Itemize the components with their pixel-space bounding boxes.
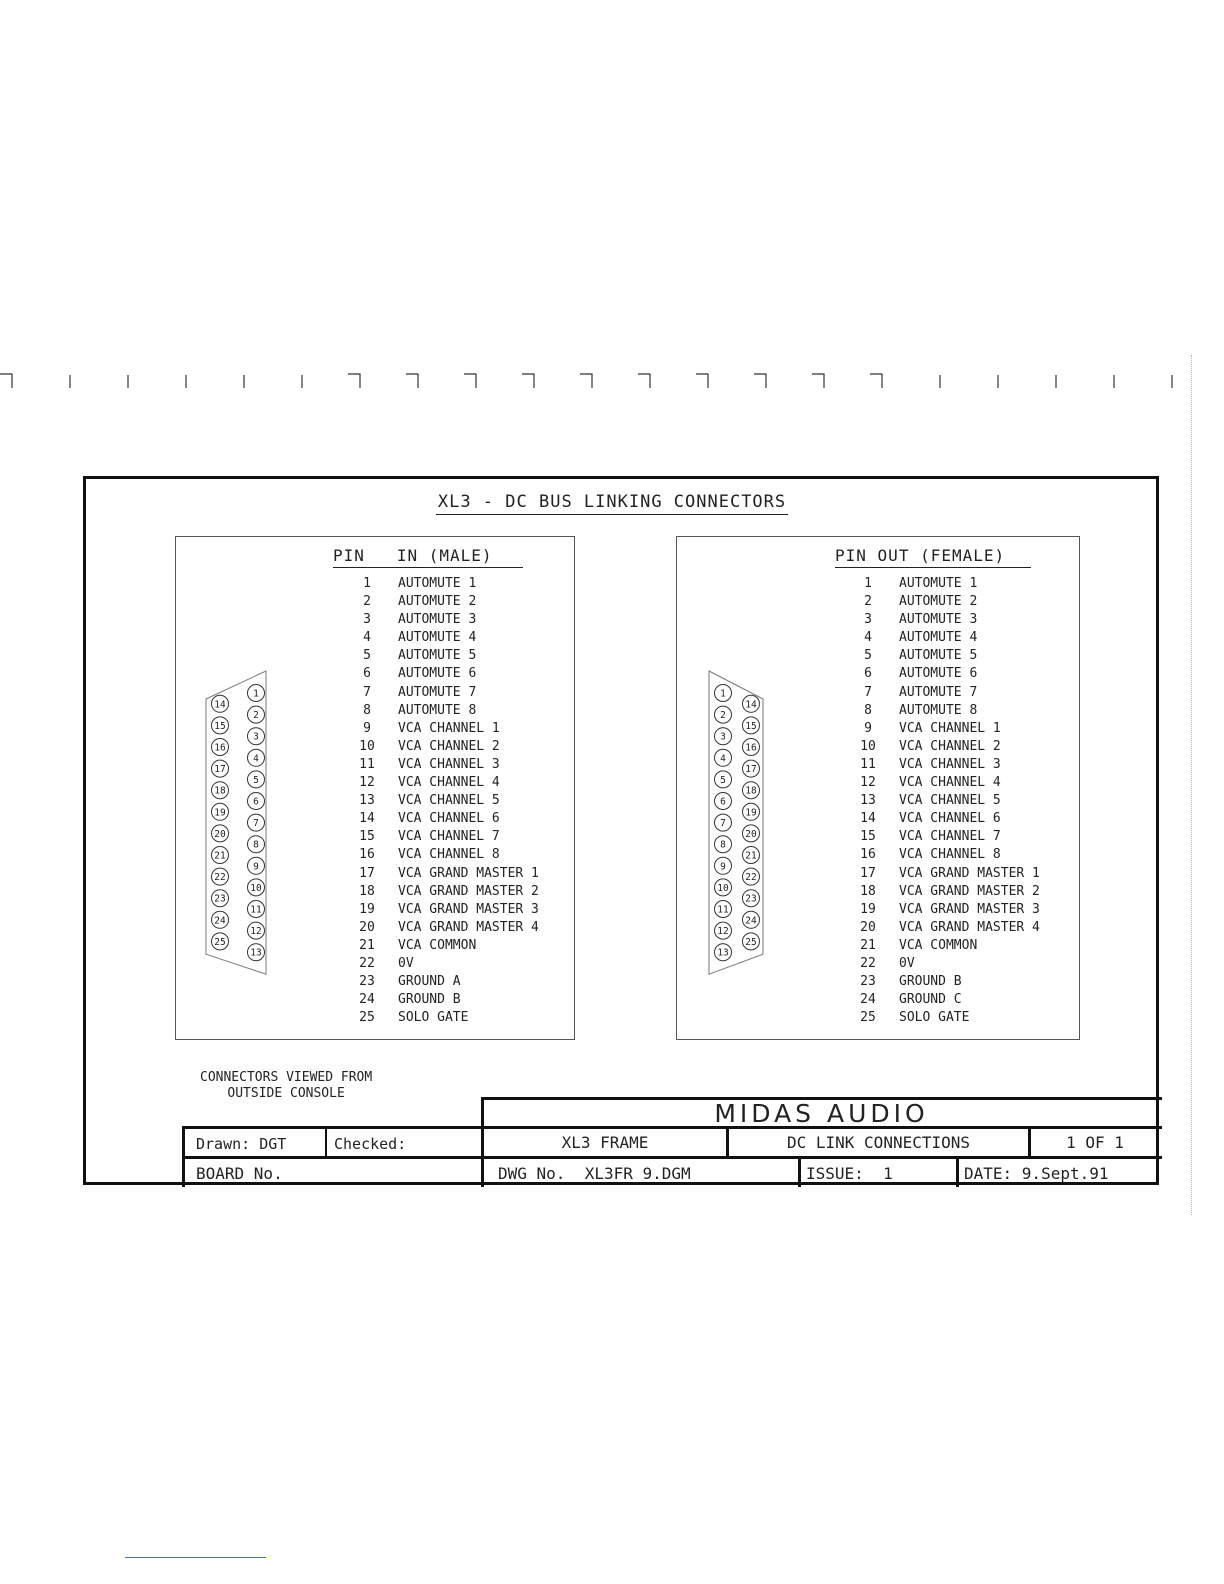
connector-pin (248, 879, 265, 896)
pin-row (336, 901, 539, 919)
connector-pin (248, 749, 265, 766)
pin-row (336, 828, 539, 846)
pin-number: 14 (359, 811, 375, 827)
connector-pin (715, 944, 732, 961)
connector-pin-label: 9 (253, 861, 259, 873)
pin-row (837, 792, 1040, 810)
pin-number: 7 (363, 684, 371, 700)
connector-pin-label: 1 (253, 688, 259, 700)
pin-number: 9 (864, 720, 872, 736)
connector-pin (212, 760, 229, 777)
pin-row (336, 919, 539, 937)
pin-signal: AUTOMUTE 4 (899, 630, 978, 646)
pin-signal: VCA CHANNEL 8 (398, 847, 500, 863)
pin-row (837, 738, 1040, 756)
pin-number: 2 (363, 594, 371, 610)
pin-number: 12 (359, 775, 375, 791)
connector-pin-label: 4 (253, 753, 259, 765)
connector-pin-label: 2 (720, 710, 726, 722)
pin-row (336, 575, 539, 593)
connector-pin (248, 944, 265, 961)
pin-row (837, 702, 1040, 720)
pin-number: 10 (359, 738, 375, 754)
pin-number: 6 (864, 666, 872, 682)
scan-tick (348, 374, 360, 388)
pin-row (336, 684, 539, 702)
pin-row (837, 828, 1040, 846)
connector-pin (715, 836, 732, 853)
note-line-2: OUTSIDE CONSOLE (227, 1086, 345, 1101)
pin-signal: GROUND B (899, 974, 962, 990)
connector-pin (248, 922, 265, 939)
pin-number: 8 (864, 702, 872, 718)
pin-number: 18 (860, 883, 876, 899)
pin-number: 16 (359, 847, 375, 863)
pin-number: 13 (860, 793, 876, 809)
pin-number: 21 (860, 937, 876, 953)
pin-row (336, 702, 539, 720)
pin-number: 19 (359, 901, 375, 917)
connector-pin-label: 12 (717, 926, 729, 938)
pin-row (336, 593, 539, 611)
connector-pin-label: 15 (745, 720, 757, 732)
pin-number: 1 (864, 576, 872, 591)
connector-pin (743, 911, 760, 928)
connector-pin (715, 857, 732, 874)
connector-pin (212, 803, 229, 820)
pin-signal: AUTOMUTE 7 (899, 684, 978, 700)
pin-row (837, 973, 1040, 991)
pin-number: 22 (860, 955, 876, 971)
connector-pin (248, 728, 265, 745)
scan-tick (870, 374, 882, 388)
pin-signal: AUTOMUTE 2 (398, 594, 477, 610)
connector-pin-label: 22 (745, 872, 757, 884)
scan-tick (0, 374, 12, 388)
connector-pin (715, 706, 732, 723)
scan-tick (754, 374, 766, 388)
pin-number: 17 (359, 865, 375, 881)
pin-row (336, 647, 539, 665)
connector-pin-label: 3 (720, 731, 726, 743)
connector-pin (743, 782, 760, 799)
scan-tick (464, 374, 476, 388)
connector-pin (743, 739, 760, 756)
scan-tick (812, 374, 824, 388)
pin-row (336, 774, 539, 792)
scan-edge-line (1191, 355, 1192, 1215)
connector-pin (212, 890, 229, 907)
pin-row (837, 883, 1040, 901)
pin-signal: AUTOMUTE 8 (398, 702, 477, 718)
scan-tick (522, 374, 534, 388)
female-pin-list (837, 575, 1040, 1027)
pin-number: 1 (363, 576, 371, 591)
connector-pin (212, 911, 229, 928)
pin-number: 12 (860, 775, 876, 791)
viewing-note (200, 1070, 372, 1102)
pin-row (837, 810, 1040, 828)
drawing-description: DC LINK CONNECTIONS (786, 1133, 971, 1152)
connector-pin (743, 868, 760, 885)
pin-signal: AUTOMUTE 2 (899, 594, 978, 610)
connector-pin (743, 825, 760, 842)
connector-pin-label: 16 (745, 742, 757, 754)
pin-signal: AUTOMUTE 7 (398, 684, 477, 700)
pin-row (336, 756, 539, 774)
connector-pin (248, 901, 265, 918)
pin-row (837, 756, 1040, 774)
pin-signal: VCA CHANNEL 2 (398, 738, 500, 754)
pin-row (336, 629, 539, 647)
pin-number: 20 (359, 919, 375, 935)
scan-tick (580, 374, 592, 388)
pin-number: 21 (359, 937, 375, 953)
pin-signal: VCA GRAND MASTER 1 (899, 865, 1040, 881)
female-connector-panel (676, 536, 1080, 1040)
pin-signal: VCA CHANNEL 7 (899, 829, 1001, 845)
pin-signal: VCA GRAND MASTER 1 (398, 865, 539, 881)
pin-row (336, 883, 539, 901)
pin-signal: VCA CHANNEL 3 (899, 756, 1001, 772)
scan-tick (638, 374, 650, 388)
connector-pin-label: 5 (253, 774, 259, 786)
connector-pin (715, 771, 732, 788)
connector-pin-label: 19 (214, 807, 226, 819)
pin-signal: VCA CHANNEL 8 (899, 847, 1001, 863)
connector-pin-label: 18 (745, 785, 757, 797)
pin-signal: GROUND A (398, 974, 461, 990)
pin-row (837, 991, 1040, 1009)
scan-tick-marks (0, 360, 1224, 400)
pin-signal: VCA CHANNEL 6 (398, 811, 500, 827)
pin-signal: AUTOMUTE 1 (899, 576, 978, 591)
connector-pin-label: 25 (745, 936, 757, 948)
sheet-number: 1 OF 1 (1066, 1133, 1124, 1152)
pin-signal: VCA CHANNEL 1 (398, 720, 500, 736)
connector-pin (715, 793, 732, 810)
pin-row (336, 720, 539, 738)
connector-pin (212, 717, 229, 734)
connector-pin (743, 847, 760, 864)
pin-row (336, 955, 539, 973)
pin-signal: AUTOMUTE 6 (899, 666, 978, 682)
pin-number: 14 (860, 811, 876, 827)
issue-number: ISSUE: 1 (806, 1164, 893, 1183)
pin-row (837, 1009, 1040, 1027)
connector-pin-label: 11 (250, 904, 262, 916)
connector-pin-label: 14 (214, 699, 226, 711)
pin-number: 19 (860, 901, 876, 917)
connector-pin (743, 717, 760, 734)
pin-row (336, 937, 539, 955)
connector-pin-label: 6 (253, 796, 259, 808)
pin-signal: VCA CHANNEL 6 (899, 811, 1001, 827)
pin-number: 8 (363, 702, 371, 718)
connector-pin-label: 24 (745, 915, 757, 927)
connector-pin (715, 879, 732, 896)
connector-pin-label: 10 (250, 882, 262, 894)
checked-by: Checked: (334, 1135, 407, 1153)
connector-pin-label: 12 (250, 926, 262, 938)
connector-pin-label: 10 (717, 882, 729, 894)
connector-pin (212, 782, 229, 799)
pin-signal: VCA CHANNEL 3 (398, 756, 500, 772)
pin-number: 7 (864, 684, 872, 700)
pin-signal: VCA CHANNEL 5 (899, 793, 1001, 809)
connector-pin-label: 6 (720, 796, 726, 808)
pin-number: 5 (363, 648, 371, 664)
connector-pin-label: 15 (214, 720, 226, 732)
connector-pin (743, 760, 760, 777)
connector-pin-label: 20 (745, 828, 757, 840)
female-header: PIN OUT (FEMALE) (835, 546, 1031, 568)
drawn-by: Drawn: DGT (196, 1135, 287, 1153)
pin-signal: GROUND C (899, 992, 962, 1008)
pin-row (336, 611, 539, 629)
pin-number: 5 (864, 648, 872, 664)
note-line-1: CONNECTORS VIEWED FROM (200, 1070, 373, 1085)
pin-number: 24 (359, 992, 375, 1008)
pin-row (336, 810, 539, 828)
connector-pin-label: 3 (253, 731, 259, 743)
connector-pin-label: 23 (214, 893, 226, 905)
connector-pin-label: 24 (214, 915, 226, 927)
pin-signal: AUTOMUTE 5 (899, 648, 978, 664)
bottom-rule (125, 1557, 266, 1558)
connector-pin-label: 7 (720, 818, 726, 830)
pin-row (837, 774, 1040, 792)
connector-pin (715, 749, 732, 766)
pin-number: 23 (359, 974, 375, 990)
connector-pin-label: 13 (250, 947, 262, 959)
pin-row (837, 919, 1040, 937)
connector-pin-label: 7 (253, 818, 259, 830)
company-name: MIDAS AUDIO (714, 1099, 929, 1128)
pin-number: 6 (363, 666, 371, 682)
connector-pin (248, 814, 265, 831)
pin-row (837, 629, 1040, 647)
pin-row (837, 720, 1040, 738)
connector-pin (715, 814, 732, 831)
pin-row (336, 665, 539, 683)
male-db25-connector (200, 667, 280, 997)
pin-signal: GROUND B (398, 992, 461, 1008)
pin-number: 17 (860, 865, 876, 881)
pin-row (837, 865, 1040, 883)
pin-signal: VCA CHANNEL 4 (899, 775, 1001, 791)
pin-signal: VCA GRAND MASTER 2 (899, 883, 1040, 899)
pin-number: 3 (864, 612, 872, 628)
connector-pin-label: 21 (214, 850, 226, 862)
pin-signal: 0V (899, 955, 915, 971)
pin-signal: AUTOMUTE 3 (899, 612, 978, 628)
pin-number: 11 (860, 756, 876, 772)
connector-pin (212, 847, 229, 864)
pin-row (837, 955, 1040, 973)
connector-pin (743, 695, 760, 712)
connector-pin-label: 23 (745, 893, 757, 905)
drawing-date: DATE: 9.Sept.91 (964, 1164, 1109, 1183)
connector-pin (248, 771, 265, 788)
pin-signal: 0V (398, 955, 414, 971)
pin-signal: AUTOMUTE 4 (398, 630, 477, 646)
pin-row (336, 991, 539, 1009)
pin-row (837, 665, 1040, 683)
pin-number: 13 (359, 793, 375, 809)
connector-pin (715, 901, 732, 918)
pin-row (837, 684, 1040, 702)
pin-signal: AUTOMUTE 1 (398, 576, 477, 591)
pin-row (837, 901, 1040, 919)
female-db25-connector (701, 667, 781, 997)
pin-number: 4 (864, 630, 872, 646)
pin-row (336, 865, 539, 883)
connector-pin-label: 13 (717, 947, 729, 959)
pin-row (336, 792, 539, 810)
pin-signal: VCA CHANNEL 4 (398, 775, 500, 791)
pin-number: 15 (860, 829, 876, 845)
pin-number: 15 (359, 829, 375, 845)
connector-pin (248, 685, 265, 702)
connector-pin (248, 706, 265, 723)
connector-pin (715, 728, 732, 745)
scan-tick (696, 374, 708, 388)
connector-pin (715, 685, 732, 702)
pin-row (336, 738, 539, 756)
connector-pin-label: 18 (214, 785, 226, 797)
pin-row (336, 846, 539, 864)
pin-signal: VCA GRAND MASTER 3 (398, 901, 539, 917)
pin-number: 22 (359, 955, 375, 971)
pin-signal: VCA GRAND MASTER 2 (398, 883, 539, 899)
pin-signal: VCA GRAND MASTER 4 (398, 919, 539, 935)
connector-pin-label: 14 (745, 699, 757, 711)
pin-signal: VCA CHANNEL 5 (398, 793, 500, 809)
male-pin-list (336, 575, 539, 1027)
connector-pin-label: 5 (720, 774, 726, 786)
connector-pin (248, 836, 265, 853)
connector-pin (743, 803, 760, 820)
pin-number: 23 (860, 974, 876, 990)
connector-pin (212, 868, 229, 885)
pin-signal: AUTOMUTE 5 (398, 648, 477, 664)
male-connector-panel (175, 536, 575, 1040)
connector-pin (743, 890, 760, 907)
pin-row (336, 973, 539, 991)
drawing-title: XL3 - DC BUS LINKING CONNECTORS (0, 492, 1224, 512)
pin-number: 25 (359, 1010, 375, 1026)
pin-signal: VCA GRAND MASTER 3 (899, 901, 1040, 917)
pin-number: 3 (363, 612, 371, 628)
pin-row (837, 846, 1040, 864)
pin-number: 10 (860, 738, 876, 754)
connector-pin (248, 793, 265, 810)
connector-pin-label: 9 (720, 861, 726, 873)
pin-number: 25 (860, 1010, 876, 1026)
pin-signal: VCA COMMON (899, 937, 978, 953)
connector-pin-label: 17 (214, 764, 226, 776)
connector-pin (212, 825, 229, 842)
connector-pin (212, 739, 229, 756)
pin-row (837, 575, 1040, 593)
pin-signal: VCA COMMON (398, 937, 477, 953)
connector-pin (715, 922, 732, 939)
connector-pin (212, 695, 229, 712)
pin-number: 16 (860, 847, 876, 863)
pin-signal: VCA CHANNEL 7 (398, 829, 500, 845)
pin-row (837, 611, 1040, 629)
pin-signal: SOLO GATE (398, 1010, 469, 1026)
pin-number: 2 (864, 594, 872, 610)
pin-row (837, 937, 1040, 955)
pin-number: 11 (359, 756, 375, 772)
connector-pin-label: 11 (717, 904, 729, 916)
connector-pin-label: 20 (214, 828, 226, 840)
connector-pin-label: 19 (745, 807, 757, 819)
pin-signal: AUTOMUTE 8 (899, 702, 978, 718)
connector-pin-label: 25 (214, 936, 226, 948)
connector-pin-label: 16 (214, 742, 226, 754)
connector-pin-label: 1 (720, 688, 726, 700)
connector-pin-label: 21 (745, 850, 757, 862)
pin-signal: VCA CHANNEL 2 (899, 738, 1001, 754)
connector-pin-label: 22 (214, 872, 226, 884)
connector-pin (743, 933, 760, 950)
connector-pin-label: 8 (253, 839, 259, 851)
pin-signal: SOLO GATE (899, 1010, 970, 1026)
board-number: BOARD No. (196, 1164, 283, 1183)
connector-pin-label: 2 (253, 710, 259, 722)
pin-number: 9 (363, 720, 371, 736)
pin-number: 20 (860, 919, 876, 935)
connector-pin-label: 4 (720, 753, 726, 765)
connector-pin (212, 933, 229, 950)
male-header: PIN IN (MALE) (333, 546, 523, 568)
pin-row (837, 593, 1040, 611)
pin-signal: AUTOMUTE 3 (398, 612, 477, 628)
pin-number: 24 (860, 992, 876, 1008)
pin-signal: AUTOMUTE 6 (398, 666, 477, 682)
pin-row (336, 1009, 539, 1027)
pin-signal: VCA GRAND MASTER 4 (899, 919, 1040, 935)
pin-signal: VCA CHANNEL 1 (899, 720, 1001, 736)
drawing-number: DWG No. XL3FR_9.DGM (498, 1164, 691, 1183)
connector-pin (248, 857, 265, 874)
scan-tick (406, 374, 418, 388)
pin-number: 18 (359, 883, 375, 899)
connector-pin-label: 17 (745, 764, 757, 776)
connector-pin-label: 8 (720, 839, 726, 851)
pin-number: 4 (363, 630, 371, 646)
pin-row (837, 647, 1040, 665)
project-name: XL3 FRAME (561, 1133, 649, 1152)
